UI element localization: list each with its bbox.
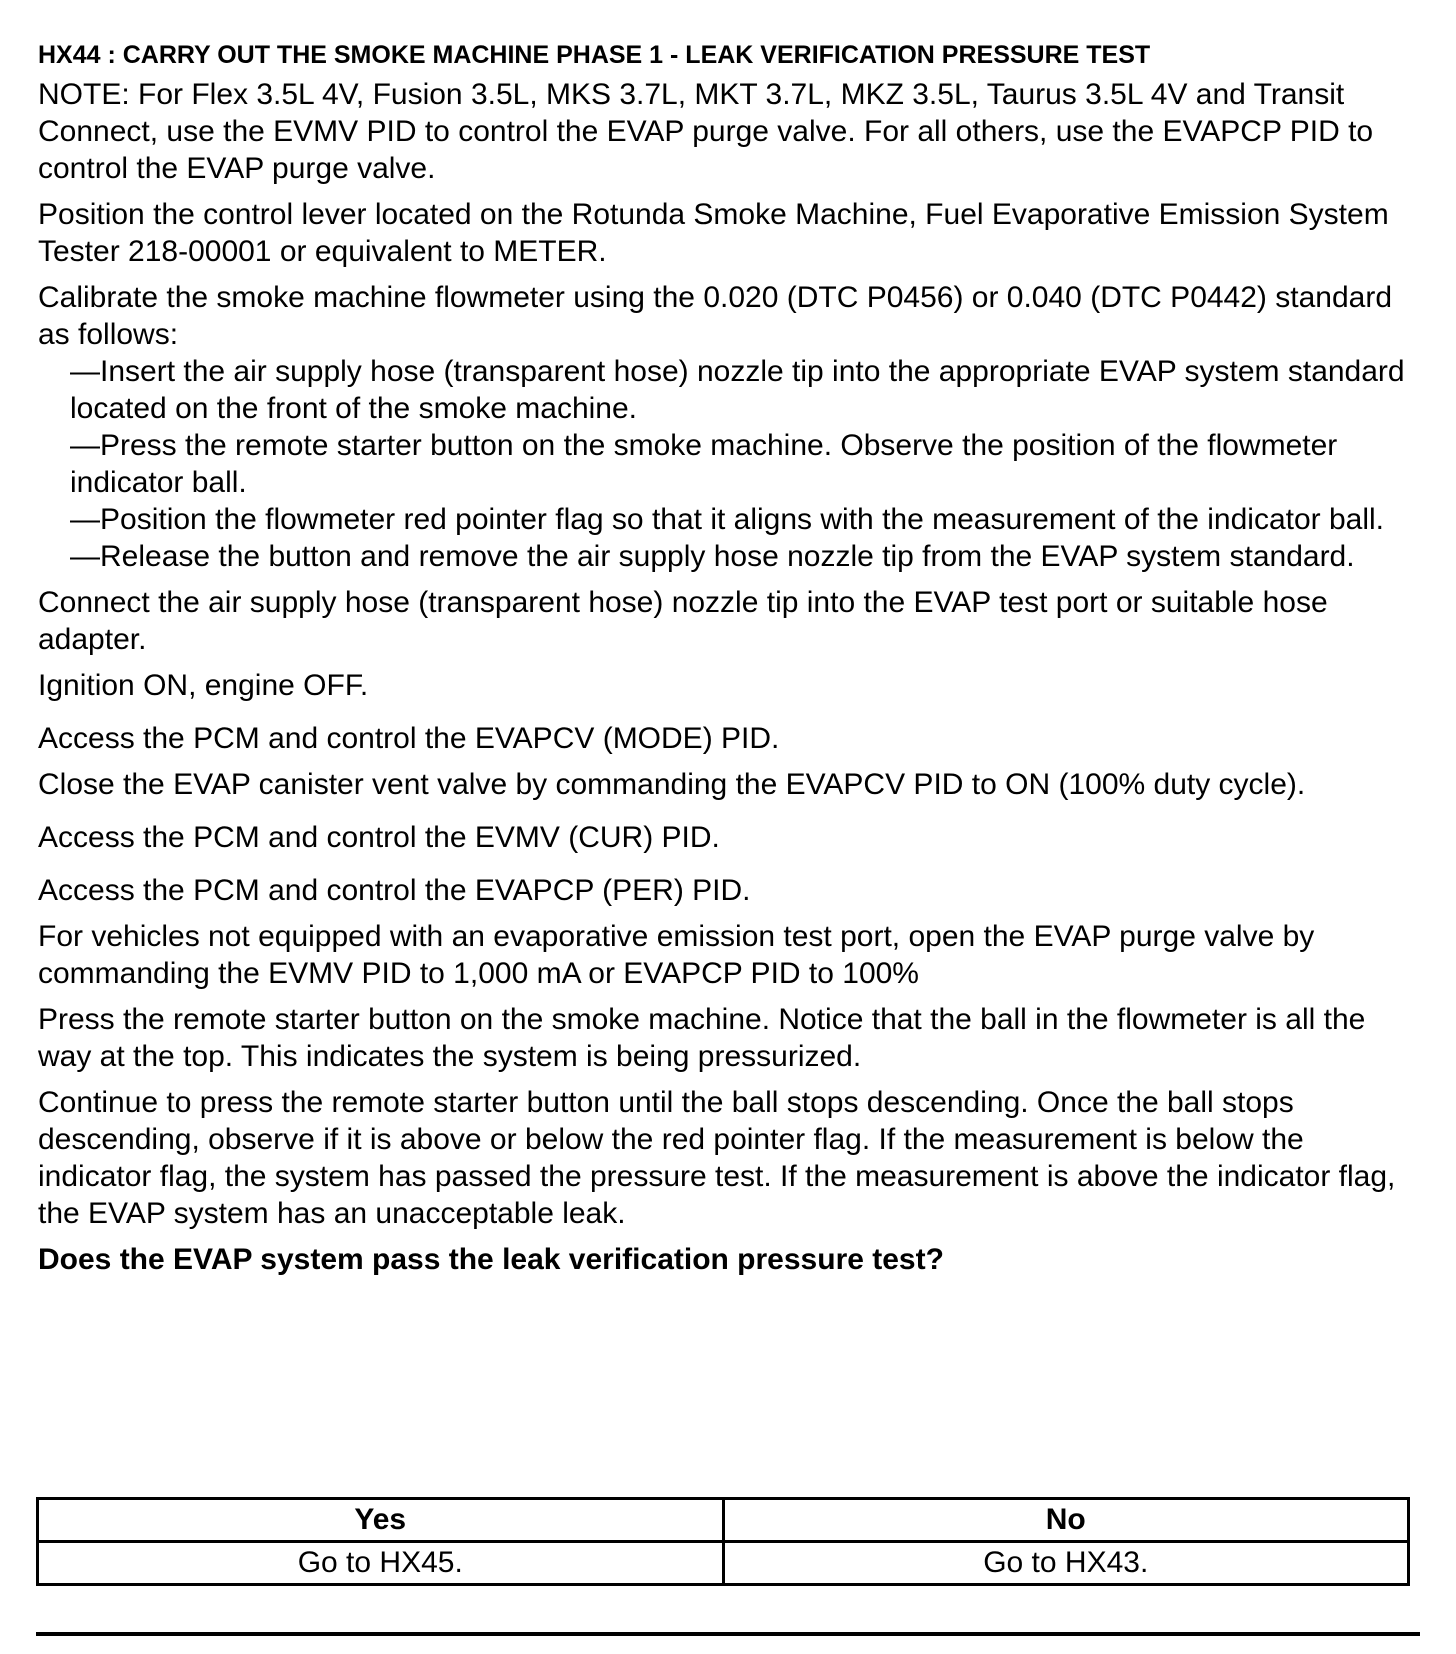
- step-heading: HX44 : CARRY OUT THE SMOKE MACHINE PHASE 1 - LEAK VERIFICATION PRESSURE TEST: [38, 41, 1151, 69]
- answer-table: [36, 1497, 1410, 1586]
- no-test-port-paragraph: For vehicles not equipped with an evaporative emission test port, open the EVAP purge valve by commanding the EVMV PID to 1,000 mA or EVAPCP PID to 100%: [38, 920, 1315, 990]
- calibration-step: —Position the flowmeter red pointer flag so that it aligns with the measurement of the indicator ball.: [70, 503, 1385, 536]
- ignition-paragraph: Ignition ON, engine OFF.: [38, 669, 369, 702]
- calibration-step: —Release the button and remove the air supply hose nozzle tip from the EVAP system standard.: [70, 540, 1355, 573]
- continue-press-paragraph: Continue to press the remote starter button until the ball stops descending. Once the ball stops descending, observe if it is above or below the red pointer flag. If the measurement is below the indicator flag, the system has passed the pressure test. If the measurement is above the indicator flag, the EVAP system has an unacceptable leak.: [38, 1086, 1396, 1230]
- no-action: Go to HX43.: [723, 1542, 1409, 1585]
- yes-action: Go to HX45.: [38, 1542, 724, 1585]
- calibration-step: —Insert the air supply hose (transparent hose) nozzle tip into the appropriate EVAP system standard located on the front of the smoke machine.: [70, 355, 1405, 425]
- test-question: Does the EVAP system pass the leak verification pressure test?: [38, 1243, 944, 1276]
- answer-header-row: [38, 1499, 1409, 1542]
- no-header: No: [723, 1499, 1409, 1542]
- calibration-steps-list: [70, 353, 1418, 575]
- procedure-step: [38, 38, 1418, 1278]
- press-button-paragraph: Press the remote starter button on the smoke machine. Notice that the ball in the flowmeter is all the way at the top. This indicates the system is being pressurized.: [38, 1003, 1366, 1073]
- yes-header: Yes: [38, 1499, 724, 1542]
- bottom-divider: [36, 1632, 1420, 1636]
- connect-paragraph: Connect the air supply hose (transparent hose) nozzle tip into the EVAP test port or suitable hose adapter.: [38, 586, 1328, 656]
- lever-paragraph: Position the control lever located on the Rotunda Smoke Machine, Fuel Evaporative Emission System Tester 218-00001 or equivalent to METER.: [38, 198, 1389, 268]
- note-paragraph: NOTE: For Flex 3.5L 4V, Fusion 3.5L, MKS 3.7L, MKT 3.7L, MKZ 3.5L, Taurus 3.5L 4V and Transit Connect, use the EVMV PID to control the EVAP purge valve. For all others, use the EVAPCP PID to control the EVAP purge valve.: [38, 78, 1374, 185]
- calibration-step: —Press the remote starter button on the smoke machine. Observe the position of the flowmeter indicator ball.: [70, 429, 1338, 499]
- calibrate-paragraph: Calibrate the smoke machine flowmeter using the 0.020 (DTC P0456) or 0.040 (DTC P0442) standard as follows:: [38, 281, 1392, 351]
- close-vent-paragraph: Close the EVAP canister vent valve by commanding the EVAPCV PID to ON (100% duty cycle).: [38, 768, 1306, 801]
- access-evmv-paragraph: Access the PCM and control the EVMV (CUR) PID.: [38, 821, 720, 854]
- answer-action-row: [38, 1542, 1409, 1585]
- access-evapcp-paragraph: Access the PCM and control the EVAPCP (PER) PID.: [38, 874, 751, 907]
- access-evapcv-paragraph: Access the PCM and control the EVAPCV (MODE) PID.: [38, 722, 780, 755]
